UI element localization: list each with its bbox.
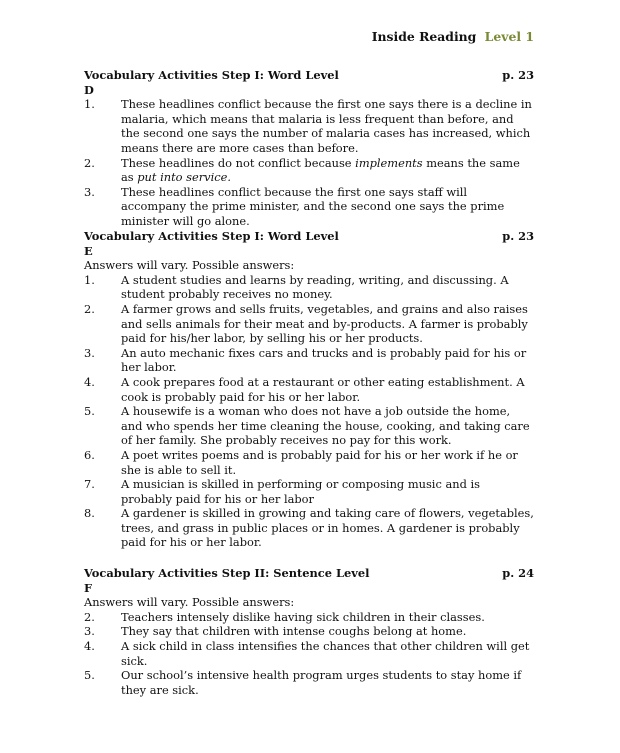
- exercise-letter: F: [84, 580, 93, 595]
- answer-item: [84, 156, 534, 185]
- item-text-part: means the same as: [121, 155, 520, 185]
- exercise-letter: E: [84, 243, 93, 258]
- item-number: 4.: [84, 638, 95, 653]
- item-number: 1.: [84, 97, 95, 112]
- item-number: 2.: [84, 609, 95, 624]
- section-f: [84, 566, 534, 697]
- answer-item: [84, 404, 534, 448]
- item-number: 2.: [84, 155, 95, 170]
- answer-item: [84, 639, 534, 668]
- item-number: 4.: [84, 374, 95, 389]
- answer-item: [84, 302, 534, 346]
- section-heading: [84, 68, 534, 83]
- item-text: A housewife is a woman who does not have a job outside the home, and who spends her time cleaning the house, cooking, and taking care of her family. She probably receives no pay for this work.: [121, 404, 530, 448]
- section-e: [84, 229, 534, 550]
- answer-item: [84, 346, 534, 375]
- item-number: 5.: [84, 404, 95, 419]
- section-page: p. 24: [502, 566, 534, 580]
- exercise-letter: D: [84, 82, 94, 97]
- answer-item: [84, 375, 534, 404]
- section-d: [84, 68, 534, 229]
- item-text: A poet writes poems and is probably paid for his or her work if he or she is able to sell it.: [121, 447, 518, 477]
- item-text: A musician is skilled in performing or composing music and is probably paid for his or her labor: [121, 477, 480, 506]
- item-text: They say that children with intense coughs belong at home.: [121, 624, 467, 639]
- answer-item: [84, 477, 534, 506]
- book-title: Inside Reading: [371, 29, 477, 44]
- item-text: A cook prepares food at a restaurant or other eating establishment. A cook is probably paid for his or her labor.: [121, 374, 525, 404]
- item-number: 2.: [84, 301, 95, 316]
- answer-item: [84, 448, 534, 477]
- answer-item: [84, 668, 534, 697]
- answer-item: [84, 624, 534, 639]
- item-text: A student studies and learns by reading, writing, and discussing. A student probably receives no money.: [121, 272, 509, 302]
- section-heading: [84, 566, 534, 581]
- item-text-emphasis: implements: [355, 155, 423, 170]
- item-text: These headlines conflict because the first one says staff will accompany the prime minister, and the second one says the prime minister will go alone.: [121, 184, 505, 228]
- item-text-emphasis: put into service.: [137, 170, 231, 185]
- section-page: p. 23: [502, 68, 534, 82]
- item-number: 1.: [84, 272, 95, 287]
- item-text: A gardener is skilled in growing and taking care of flowers, vegetables, trees, and grass in public places or in homes. A gardener is probably paid for his or her labor.: [121, 506, 534, 550]
- item-number: 3.: [84, 184, 95, 199]
- section-heading: [84, 229, 534, 244]
- answer-item: [84, 273, 534, 302]
- item-text: An auto mechanic fixes cars and trucks and is probably paid for his or her labor.: [121, 345, 527, 375]
- section-intro: Answers will vary. Possible answers:: [84, 595, 295, 610]
- item-text: A farmer grows and sells fruits, vegetables, and grains and also raises and sells animals for their meat and by-products. A farmer is probably paid for his/her labor, by selling his or her products.: [121, 301, 528, 346]
- item-number: 3.: [84, 624, 95, 639]
- page-header: [372, 29, 534, 44]
- item-number: 8.: [84, 506, 95, 521]
- answer-item: [84, 97, 534, 155]
- section-page: p. 23: [502, 229, 534, 243]
- answer-item: [84, 506, 534, 550]
- section-intro: Answers will vary. Possible answers:: [84, 258, 295, 273]
- section-title: Vocabulary Activities Step I: Word Level: [84, 229, 339, 243]
- book-level: Level 1: [484, 29, 534, 44]
- item-number: 6.: [84, 447, 95, 462]
- answer-item: [84, 185, 534, 229]
- item-number: 7.: [84, 477, 95, 492]
- item-text-part: These headlines do not conflict because: [121, 155, 356, 170]
- item-text: [121, 156, 534, 185]
- item-text: A sick child in class intensifies the chances that other children will get sick.: [121, 638, 530, 668]
- item-text: Our school’s intensive health program urges students to stay home if they are sick.: [121, 668, 522, 697]
- item-number: 5.: [84, 668, 95, 683]
- answer-item: [84, 610, 534, 625]
- item-text: Teachers intensely dislike having sick children in their classes.: [121, 609, 485, 624]
- item-number: 3.: [84, 345, 95, 360]
- section-title: Vocabulary Activities Step I: Word Level: [84, 68, 339, 82]
- item-text: These headlines conflict because the first one says there is a decline in malaria, which means that malaria is less frequent than before, and the second one says the number of malaria cases has increased, which means there are more cases than before.: [121, 97, 532, 155]
- section-title: Vocabulary Activities Step II: Sentence Level: [84, 566, 370, 580]
